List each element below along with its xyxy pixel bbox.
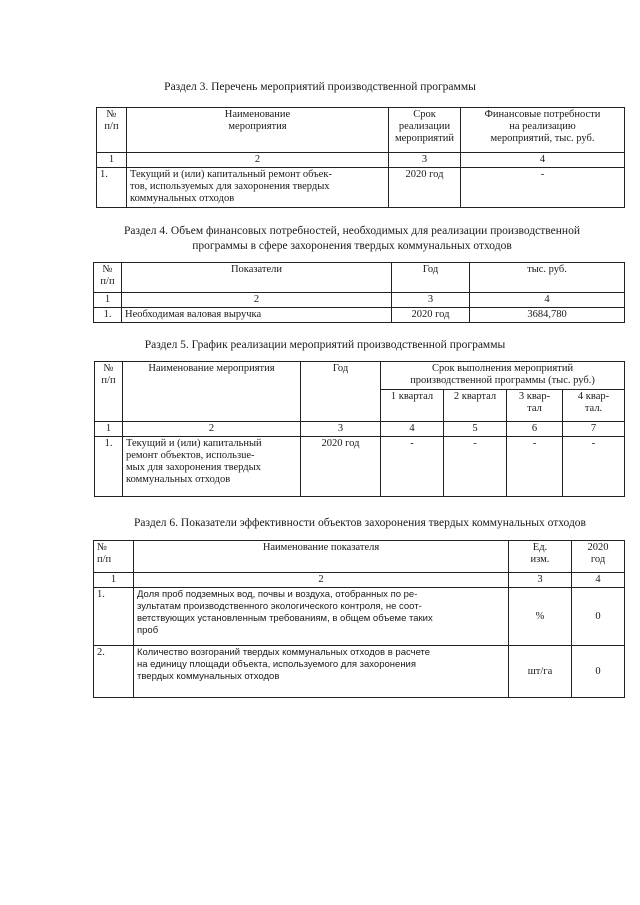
row-term: 2020 год — [389, 168, 461, 208]
col-number: 4 — [381, 422, 444, 437]
row-num: 1. — [95, 437, 123, 497]
header-num: № п/п — [95, 362, 123, 422]
header-quarter-1: 1 квартал — [381, 390, 444, 422]
section5-table — [94, 361, 625, 497]
row-num: 1. — [94, 588, 134, 646]
row-num: 1. — [97, 168, 127, 208]
section4-title: Раздел 4. Объем финансовых потребностей, необходимых для реализации производственной программы в сфере захоронения твердых коммунальных отходов — [124, 225, 580, 252]
col-number: 3 — [392, 293, 470, 308]
section6-table — [93, 540, 625, 698]
row-unit: % — [509, 588, 572, 646]
col-number: 2 — [122, 293, 392, 308]
header-year: 2020 год — [572, 541, 625, 573]
col-number: 1 — [95, 422, 123, 437]
row-value: 3684,780 — [470, 308, 625, 323]
header-year: Год — [301, 362, 381, 422]
row-year: 2020 год — [301, 437, 381, 497]
row-name: Текущий и (или) капитальный ремонт объектов, использue- мых для захоронения твердых коммунальных отходов — [123, 437, 301, 497]
table-row — [94, 308, 625, 323]
header-num: № п/п — [97, 108, 127, 153]
row-year: 2020 год — [392, 308, 470, 323]
col-number: 3 — [301, 422, 381, 437]
header-quarter-2: 2 квартал — [444, 390, 507, 422]
col-number: 3 — [509, 573, 572, 588]
header-quarter-3: 3 квар- тал — [507, 390, 563, 422]
col-number: 1 — [94, 573, 134, 588]
row-name: Необходимая валовая выручка — [122, 308, 392, 323]
col-number: 2 — [127, 153, 389, 168]
row-q3: - — [507, 437, 563, 497]
header-unit: Ед. изм. — [509, 541, 572, 573]
row-name: Доля проб подземных вод, почвы и воздуха, отобранных по ре- зультатам производственного экологического контроля, не соот- ветствующих установленным требованиям, в общем объеме таких проб — [134, 588, 509, 646]
col-number: 2 — [123, 422, 301, 437]
row-num: 2. — [94, 646, 134, 698]
table-row — [95, 437, 625, 497]
row-q1: - — [381, 437, 444, 497]
row-value: 0 — [572, 646, 625, 698]
header-indicator: Наименование показателя — [134, 541, 509, 573]
section5-title: Раздел 5. График реализации мероприятий производственной программы — [144, 339, 506, 351]
header-year: Год — [392, 263, 470, 293]
row-q2: - — [444, 437, 507, 497]
header-period: Срок выполнения мероприятий производственной программы (тыс. руб.) — [381, 362, 625, 390]
header-indicator: Показатели — [122, 263, 392, 293]
row-value: 0 — [572, 588, 625, 646]
section3-title: Раздел 3. Перечень мероприятий производственной программы — [164, 81, 476, 93]
col-number: 7 — [563, 422, 625, 437]
header-quarter-4: 4 квар- тал. — [563, 390, 625, 422]
table-row — [97, 168, 625, 208]
section4-table — [93, 262, 625, 323]
header-num: № п/п — [94, 541, 134, 573]
header-finance: Финансовые потребности на реализацию мероприятий, тыс. руб. — [461, 108, 625, 153]
col-number: 2 — [134, 573, 509, 588]
header-term: Срок реализации мероприятий — [389, 108, 461, 153]
header-name: Наименование мероприятия — [123, 362, 301, 422]
table-row — [94, 646, 625, 698]
col-number: 6 — [507, 422, 563, 437]
row-unit: шт/га — [509, 646, 572, 698]
col-number: 4 — [461, 153, 625, 168]
table-row — [94, 588, 625, 646]
col-number: 1 — [97, 153, 127, 168]
row-q4: - — [563, 437, 625, 497]
header-num: № п/п — [94, 263, 122, 293]
col-number: 3 — [389, 153, 461, 168]
row-name: Количество возгораний твердых коммунальных отходов в расчете на единицу площади объекта, используемого для захоронения твердых коммунальных отходов — [134, 646, 509, 698]
row-num: 1. — [94, 308, 122, 323]
header-name: Наименование мероприятия — [127, 108, 389, 153]
row-name: Текущий и (или) капитальный ремонт объек- тов, используемых для захоронения твердых коммунальных отходов — [127, 168, 389, 208]
header-thousand-rub: тыс. руб. — [470, 263, 625, 293]
col-number: 4 — [470, 293, 625, 308]
col-number: 4 — [572, 573, 625, 588]
section3-table — [96, 107, 625, 208]
col-number: 1 — [94, 293, 122, 308]
row-finance: - — [461, 168, 625, 208]
section6-title: Раздел 6. Показатели эффективности объектов захоронения твердых коммунальных отходов — [134, 517, 586, 529]
col-number: 5 — [444, 422, 507, 437]
